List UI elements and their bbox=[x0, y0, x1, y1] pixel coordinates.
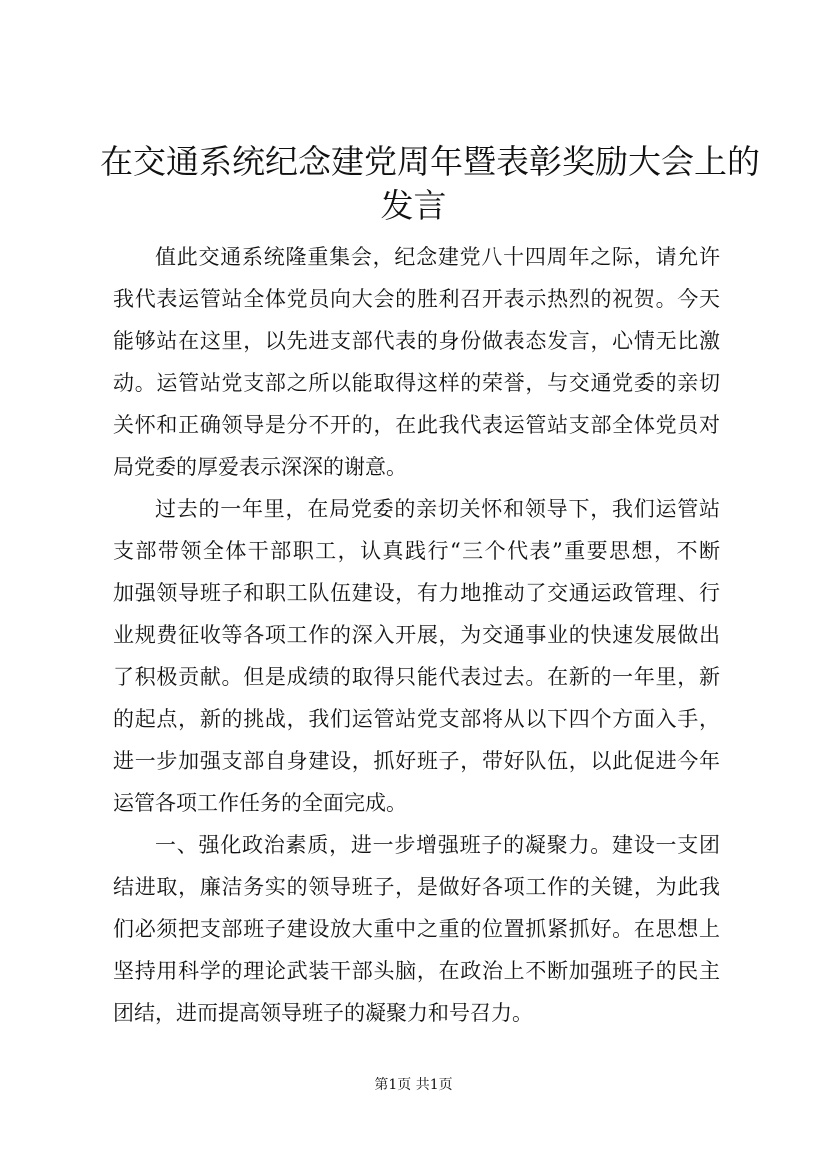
text-line: 值此交通系统隆重集会，纪念建党八十四周年之际，请允许 bbox=[155, 245, 720, 269]
title-line-2: 发言 bbox=[380, 186, 447, 225]
text-line: 能够站在这里，以先进支部代表的身份做表态发言，心情无比激 bbox=[113, 329, 720, 353]
text-line: 了积极贡献。但是成绩的取得只能代表过去。在新的一年里，新 bbox=[113, 665, 720, 689]
paragraph-2 bbox=[113, 488, 720, 824]
paragraph-1 bbox=[113, 236, 720, 488]
text-line: 加强领导班子和职工队伍建设，有力地推动了交通运政管理、行 bbox=[113, 581, 720, 605]
text-line: 运管各项工作任务的全面完成。 bbox=[113, 791, 407, 815]
text-line: 一、强化政治素质，进一步增强班子的凝聚力。建设一支团 bbox=[155, 833, 720, 857]
paragraph-3 bbox=[113, 824, 720, 1034]
text-line: 们必须把支部班子建设放大重中之重的位置抓紧抓好。在思想上 bbox=[113, 917, 720, 941]
text-line: 结进取，廉洁务实的领导班子，是做好各项工作的关键，为此我 bbox=[113, 875, 720, 899]
text-line: 过去的一年里，在局党委的亲切关怀和领导下，我们运管站 bbox=[155, 497, 720, 521]
page-footer: 第1页 共1页 bbox=[374, 1077, 453, 1093]
document-title bbox=[100, 140, 760, 228]
text-line: 坚持用科学的理论武装干部头脑，在政治上不断加强班子的民主 bbox=[113, 959, 720, 983]
text-line: 支部带领全体干部职工，认真践行“三个代表”重要思想，不断 bbox=[113, 539, 720, 563]
text-line: 关怀和正确领导是分不开的，在此我代表运管站支部全体党员对 bbox=[113, 413, 720, 437]
text-line: 进一步加强支部自身建设，抓好班子，带好队伍，以此促进今年 bbox=[113, 749, 720, 773]
document-body bbox=[113, 236, 720, 1034]
text-line: 的起点，新的挑战，我们运管站党支部将从以下四个方面入手， bbox=[113, 707, 720, 731]
text-line: 团结，进而提高领导班子的凝聚力和号召力。 bbox=[113, 1001, 533, 1025]
text-line: 我代表运管站全体党员向大会的胜利召开表示热烈的祝贺。今天 bbox=[113, 287, 720, 311]
text-line: 动。运管站党支部之所以能取得这样的荣誉，与交通党委的亲切 bbox=[113, 371, 720, 395]
text-line: 业规费征收等各项工作的深入开展，为交通事业的快速发展做出 bbox=[113, 623, 720, 647]
title-line-1: 在交通系统纪念建党周年暨表彰奖励大会上的 bbox=[100, 142, 760, 181]
text-line: 局党委的厚爱表示深深的谢意。 bbox=[113, 455, 407, 479]
